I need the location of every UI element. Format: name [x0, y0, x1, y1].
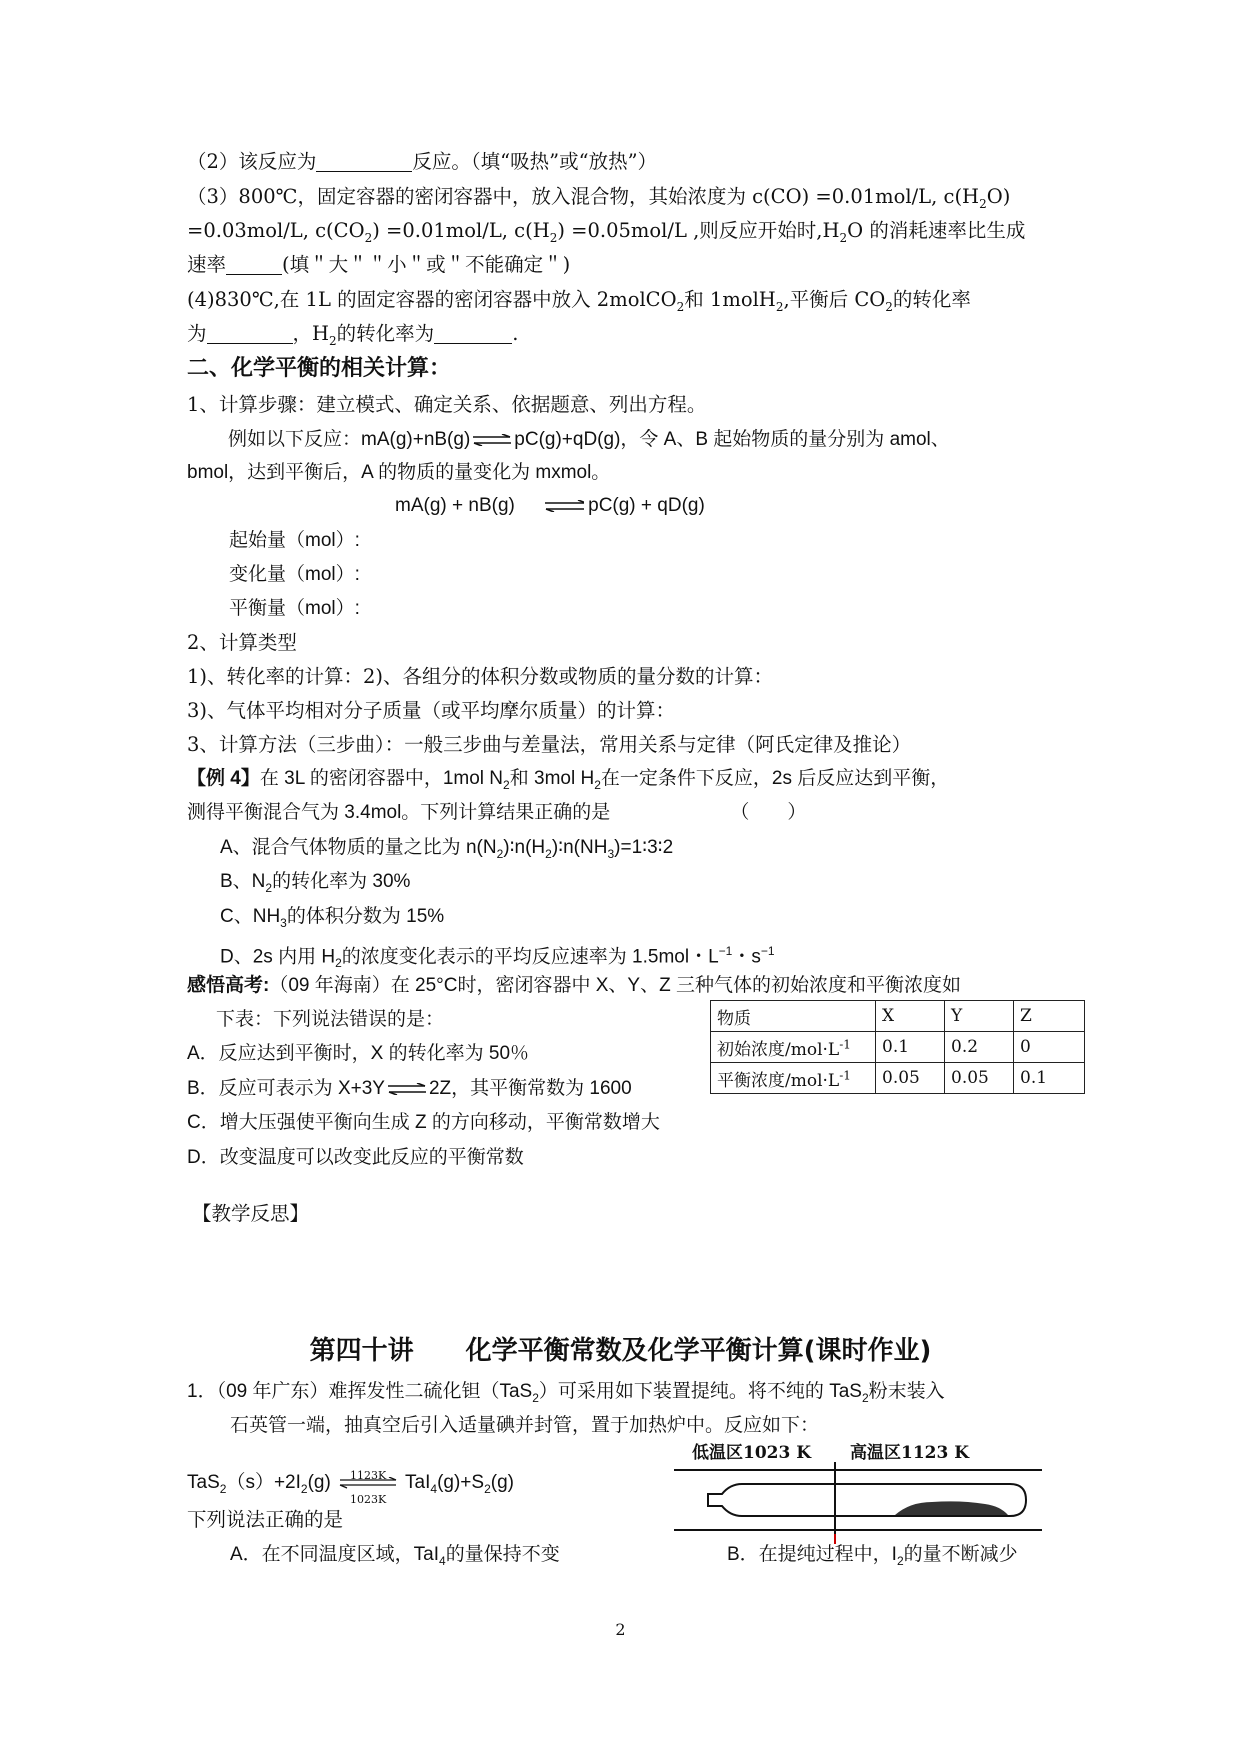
low-temp-label: 低温区1023 K [692, 1443, 812, 1463]
answer-paren[interactable]: （ ） [730, 802, 807, 823]
example-line2: bmol，达到平衡后，A 的物质的量变化为 mxmol。 [187, 462, 611, 483]
q-item-3-line3: 速率 (填＂大＂＂小＂或＂不能确定＂) [187, 253, 571, 276]
example4-line2: 测得平衡混合气为 3.4mol。下列计算结果正确的是 （ ） [187, 802, 807, 823]
answer-blank[interactable] [226, 254, 282, 275]
table-cell: 平衡浓度$/mol\cdot L^{-1}$ [711, 1063, 876, 1094]
method: 3、计算方法（三步曲）：一般三步曲与差量法，常用关系与定律（阿氏定律及推论） [187, 733, 912, 756]
quartz-tube-figure [670, 1440, 1110, 1554]
table-row [711, 1032, 1085, 1063]
temperature-arrow: 1123K 1023K [336, 1468, 400, 1498]
types-title: 2、计算类型 [187, 631, 297, 654]
type-1: 1)、转化率的计算：2)、各组分的体积分数或物质的量分数的计算： [187, 665, 774, 688]
table-cell: 0.05 [945, 1063, 1014, 1094]
answer-blank[interactable] [207, 323, 293, 344]
gaokao-option-c: C．增大压强使平衡向生成 Z 的方向移动，平衡常数增大 [187, 1112, 660, 1133]
option-c: C、$NH_3$的体积分数为 15% [220, 906, 445, 930]
table-header-cell: Y [945, 1001, 1014, 1032]
row-start: 起始量（mol）: [229, 530, 360, 551]
gaokao-option-a: A．反应达到平衡时，X 的转化率为 50％ [187, 1043, 530, 1064]
tas2-equation: $TaS_2(s)+2I_2(g)$ 1123K 1023K $TaI_4(g)+S_2(g)$ [187, 1469, 514, 1506]
hw-q1-line1: 1．（09 年广东）难挥发性二硫化钽（TaS$_2$）可采用如下装置提纯。将不纯的 TaS$_2$粉末装入 [187, 1381, 945, 1405]
example-line1: 例如以下反应：mA(g)+nB(g) pC(g)+qD(g)，令 A、B 起始物质的量分别为 amol、 [228, 429, 950, 450]
reaction-equation: mA(g) + nB(g) pC(g) + qD(g) [395, 495, 705, 516]
gaokao-line2: 下表：下列说法错误的是： [216, 1009, 445, 1030]
table-cell: 0.05 [876, 1063, 945, 1094]
page-number: 2 [615, 1620, 626, 1639]
hw-option-a: A．在不同温度区域，TaI$_4$的量保持不变 [230, 1544, 560, 1568]
table-header-row [711, 1001, 1085, 1032]
hw-question: 下列说法正确的是 [187, 1508, 344, 1531]
table-row [711, 1063, 1085, 1094]
gaokao-line1: 感悟高考:（09 年海南）在 25°C时，密闭容器中 X、Y、Z 三种气体的初始浓度和平衡浓度如 [187, 975, 961, 996]
option-b: B、$N_2$的转化率为 30% [220, 871, 411, 895]
table-cell: 0.1 [1014, 1063, 1085, 1094]
equilibrium-arrow-icon [472, 434, 512, 446]
gaokao-option-d: D．改变温度可以改变此反应的平衡常数 [187, 1147, 524, 1168]
powder-icon [895, 1501, 1008, 1515]
answer-blank[interactable] [316, 151, 412, 172]
table-header-cell: X [876, 1001, 945, 1032]
option-a: A、混合气体物质的量之比为 $n(N_2)∶n(H_2)∶n(NH_3)=1∶3∶2$ [220, 837, 674, 861]
gaokao-option-b: B．反应可表示为 X+3Y 2Z，其平衡常数为 1600 [187, 1078, 632, 1099]
row-change: 变化量（mol）: [229, 564, 360, 585]
concentration-table [710, 1000, 1085, 1094]
table-header-cell: 物质 [711, 1001, 876, 1032]
hw-q1-line2: 石英管一端，抽真空后引入适量碘并封管，置于加热炉中。反应如下： [230, 1415, 820, 1436]
q-item-2: （2）该反应为 反应。（填“吸热”或“放热”） [187, 150, 658, 173]
homework-title: 第四十讲 化学平衡常数及化学平衡计算(课时作业) [309, 1336, 932, 1366]
type-3: 3)、气体平均相对分子质量（或平均摩尔质量）的计算： [187, 699, 676, 722]
q-item-4-line1: (4)830℃,在 1L 的固定容器的密闭容器中放入 2molCO$_2$和 1molH$_2$,平衡后 $CO_2$的转化率 [187, 288, 971, 314]
section-heading: 二、化学平衡的相关计算： [187, 356, 452, 381]
high-temp-label: 高温区1123 K [850, 1443, 970, 1463]
teaching-reflection: 【教学反思】 [192, 1202, 310, 1225]
q-item-4-line2: 为 ，$H_2$的转化率为 . [187, 322, 519, 348]
q-item-3-line1: （3）800℃，固定容器的密闭容器中，放入混合物，其始浓度为 c(CO) =0.01mol/L, $c(H_2O)$ [187, 185, 1011, 211]
table-cell: 初始浓度$/mol\cdot L^{-1}$ [711, 1032, 876, 1063]
table-cell: 0.2 [945, 1032, 1014, 1063]
table-cell: 0.1 [876, 1032, 945, 1063]
equilibrium-arrow-icon [544, 500, 584, 512]
q-item-3-line2: =0.03mol/L, $c(CO_2) =0.01mol/L$, $c(H_2) =0.05mol/L$ ,则反应开始时$,H_2O$ 的消耗速率比生成 [187, 219, 1026, 245]
table-cell: 0 [1014, 1032, 1085, 1063]
equilibrium-arrow-icon [387, 1083, 427, 1095]
row-equilibrium: 平衡量（mol）: [229, 598, 360, 619]
example4-line1: 【例 4】在 3L 的密闭容器中，1mol $N_2$和 3mol $H_2$在一定条件下反应，2s 后反应达到平衡， [187, 768, 950, 792]
answer-blank[interactable] [434, 323, 512, 344]
tube-diagram [670, 1440, 1110, 1550]
option-d: D、2s 内用 $H_2$的浓度变化表示的平均反应速率为 1.5mol・$L^{-1}$・$s^{-1}$ [220, 944, 775, 971]
table-header-cell: Z [1014, 1001, 1085, 1032]
hw-option-b: B．在提纯过程中，$I_2$的量不断减少 [727, 1544, 1018, 1568]
step-text: 1、计算步骤：建立模式、确定关系、依据题意、列出方程。 [187, 393, 707, 416]
